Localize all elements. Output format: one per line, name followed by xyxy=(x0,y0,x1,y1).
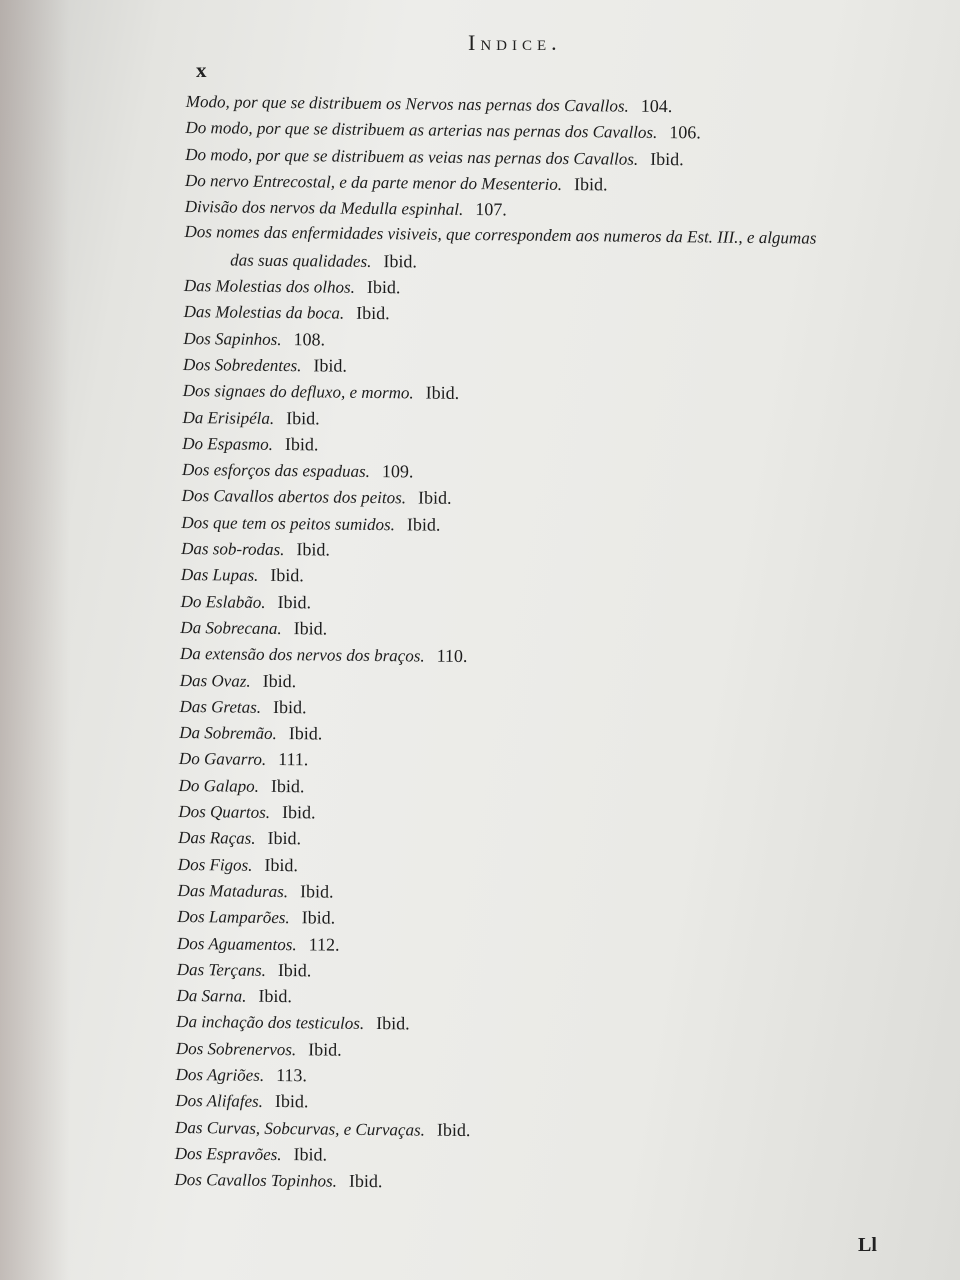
entry-page-ref: Ibid. xyxy=(300,881,334,902)
entry-text: Dos esforços das espaduas. xyxy=(181,460,371,482)
entry-text: Dos Sapinhos. xyxy=(183,328,282,349)
entry-page-ref: Ibid. xyxy=(425,382,460,404)
entry-page-ref: Ibid. xyxy=(406,514,441,535)
entry-page-ref: 112. xyxy=(308,933,340,955)
entry-page-ref: Ibid. xyxy=(267,828,302,849)
entry-page-ref: 109. xyxy=(381,461,414,482)
entry-page-ref: Ibid. xyxy=(274,1091,309,1112)
entry-page-ref: Ibid. xyxy=(417,487,452,509)
entry-page-ref: Ibid. xyxy=(258,985,293,1007)
entry-text: Da Sobremão. xyxy=(179,723,277,744)
entry-page-ref: 110. xyxy=(436,645,468,667)
entry-text: Divisão dos nervos da Medulla espinhal. xyxy=(184,197,464,220)
entry-text: Das Terçans. xyxy=(176,959,266,980)
entry-text: Do Eslabão. xyxy=(180,591,266,612)
entry-text: Dos Espravões. xyxy=(174,1143,282,1164)
entry-text: Dos Quartos. xyxy=(178,801,271,822)
entry-page-ref: 107. xyxy=(475,199,507,220)
entry-text: Das Curvas, Sobcurvas, e Curvaças. xyxy=(175,1117,426,1140)
entry-text: Dos Alifafes. xyxy=(175,1091,264,1112)
entry-page-ref: Ibid. xyxy=(293,618,328,639)
entry-page-ref: 106. xyxy=(669,122,701,143)
entry-text: Das Gretas. xyxy=(179,696,262,717)
entry-page-ref: Ibid. xyxy=(348,1170,383,1192)
entry-page-ref: Ibid. xyxy=(284,433,319,455)
entry-text: Dos Sobrenervos. xyxy=(175,1038,297,1059)
entry-text: Das Molestias da boca. xyxy=(183,302,345,324)
entry-page-ref: Ibid. xyxy=(313,355,348,376)
entry-page-ref: 111. xyxy=(278,749,309,770)
entry-text: Dos Aguamentos. xyxy=(176,933,297,954)
index-list xyxy=(174,88,906,1200)
entry-text: Do modo, por que se distribuem as veias nas pernas dos Cavallos. xyxy=(185,144,639,169)
entry-text: Modo, por que se distribuem os Nervos nas pernas dos Cavallos. xyxy=(185,91,629,116)
entry-text: Do Espasmo. xyxy=(182,433,274,454)
entry-text: Da Sobrecana. xyxy=(180,617,282,638)
entry-page-ref: Ibid. xyxy=(272,696,307,718)
catchword: Ll xyxy=(858,1234,877,1256)
entry-text: Dos Lamparões. xyxy=(177,907,290,928)
entry-page-ref: Ibid. xyxy=(293,1144,328,1165)
entry-text: Do Gavarro. xyxy=(178,749,267,770)
entry-text: Dos Figos. xyxy=(177,854,253,875)
entry-text: Da Sarna. xyxy=(176,986,247,1006)
entry-text: Das Ovaz. xyxy=(179,670,251,691)
entry-text: Do nervo Entrecostal, e da parte menor do Mesenterio. xyxy=(184,170,563,194)
entry-page-ref: 108. xyxy=(293,328,326,350)
entry-page-ref: Ibid. xyxy=(436,1119,471,1140)
entry-text: Das sob-rodas. xyxy=(181,539,285,560)
entry-page-ref: Ibid. xyxy=(376,1013,410,1034)
page-number: x xyxy=(196,58,207,82)
entry-page-ref: 104. xyxy=(640,95,673,117)
entry-page-ref: Ibid. xyxy=(262,670,297,691)
entry-text: Das Mataduras. xyxy=(177,880,289,902)
entry-text: Dos que tem os peitos sumidos. xyxy=(181,512,395,534)
entry-page-ref: Ibid. xyxy=(650,148,684,169)
entry-page-ref: Ibid. xyxy=(281,802,316,823)
entry-page-ref: Ibid. xyxy=(288,723,323,744)
entry-page-ref: 113. xyxy=(276,1064,308,1086)
entry-text: das suas qualidades. xyxy=(230,250,372,271)
entry-text: Dos Agriões. xyxy=(175,1064,265,1085)
entry-page-ref: Ibid. xyxy=(356,303,390,324)
entry-text: Da Erisipéla. xyxy=(182,407,275,428)
entry-page-ref: Ibid. xyxy=(270,775,305,796)
entry-page-ref: Ibid. xyxy=(366,276,401,298)
entry-page-ref: Ibid. xyxy=(277,959,312,981)
entry-text: Dos Cavallos abertos dos peitos. xyxy=(181,486,407,508)
entry-text: Dos signaes do defluxo, e mormo. xyxy=(182,381,414,403)
entry-page-ref: Ibid. xyxy=(270,565,304,586)
entry-text: Da extensão dos nervos dos braços. xyxy=(179,644,425,666)
entry-text: Do Galapo. xyxy=(178,775,260,796)
entry-text: Das Lupas. xyxy=(180,565,259,586)
entry-text: Dos Sobredentes. xyxy=(183,354,302,376)
entry-text: Dos nomes das enfermidades visiveis, que correspondem aos numeros da Est. III., e algumas xyxy=(184,222,817,249)
page-title: Indice. xyxy=(468,30,562,55)
entry-text: Dos Cavallos Topinhos. xyxy=(174,1170,337,1191)
entry-page-ref: Ibid. xyxy=(383,250,418,272)
entry-page-ref: Ibid. xyxy=(296,539,331,560)
entry-text: Da inchação dos testiculos. xyxy=(176,1012,365,1034)
entry-text: Do modo, por que se distribuem as arterias nas pernas dos Cavallos. xyxy=(185,118,658,143)
entry-text: Das Raças. xyxy=(178,828,256,849)
entry-page-ref: Ibid. xyxy=(301,907,336,928)
entry-page-ref: Ibid. xyxy=(308,1039,342,1060)
entry-text: Das Molestias dos olhos. xyxy=(183,276,355,297)
entry-page-ref: Ibid. xyxy=(264,854,299,875)
entry-page-ref: Ibid. xyxy=(286,407,320,428)
entry-page-ref: Ibid. xyxy=(573,173,608,195)
entry-page-ref: Ibid. xyxy=(277,591,312,612)
